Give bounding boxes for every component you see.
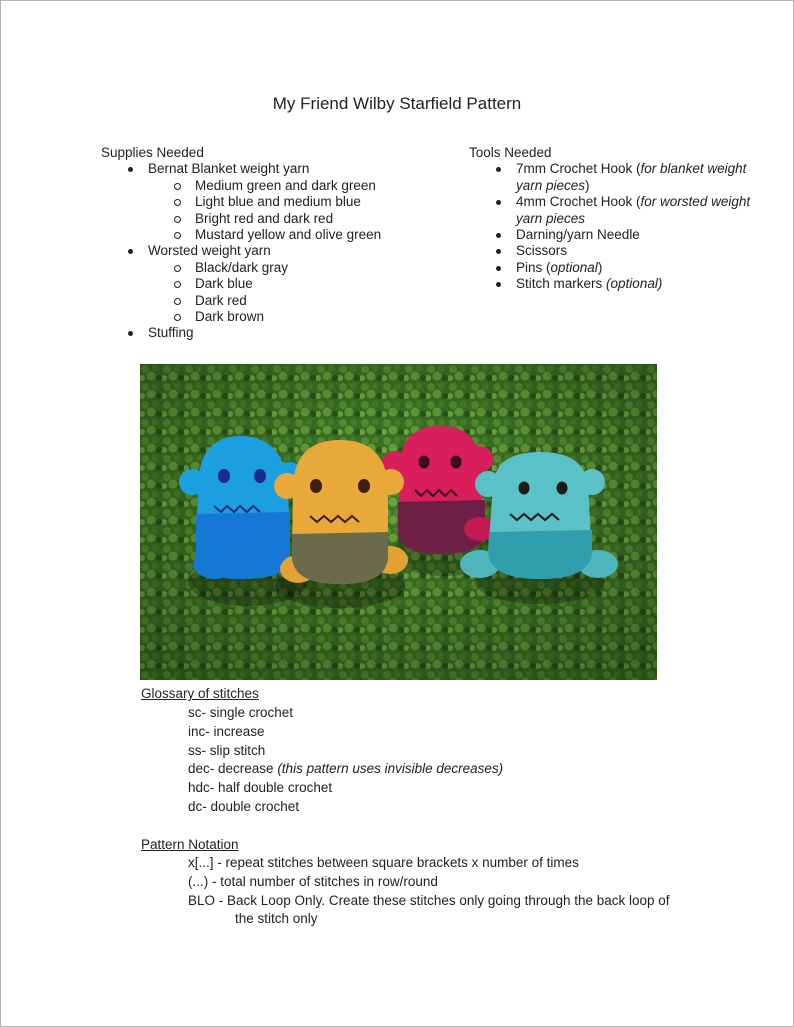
supply-subitem: Medium green and dark green bbox=[101, 178, 461, 194]
tool-paren: ( bbox=[632, 161, 641, 177]
tool-text: Stitch markers bbox=[516, 276, 603, 292]
glossary-item: ss- slip stitch bbox=[188, 742, 266, 758]
amigurumi-photo bbox=[140, 364, 657, 680]
notation-list bbox=[188, 854, 728, 929]
supplies-list bbox=[101, 161, 461, 341]
supply-subitem: Bright red and dark red bbox=[101, 211, 461, 227]
tool-paren: ( bbox=[542, 259, 551, 275]
tool-text: 4mm Crochet Hook bbox=[516, 194, 633, 210]
tools-section bbox=[469, 145, 769, 293]
supply-item bbox=[101, 325, 461, 341]
tool-item bbox=[469, 227, 769, 243]
supply-subitem: Mustard yellow and olive green bbox=[101, 227, 461, 243]
supply-label: Stuffing bbox=[148, 325, 194, 341]
glossary-heading: Glossary of stitches bbox=[141, 686, 259, 701]
tool-paren: ( bbox=[632, 194, 641, 210]
tool-text: Scissors bbox=[516, 243, 568, 259]
tool-item bbox=[469, 161, 769, 194]
tool-text: 7mm Crochet Hook bbox=[516, 161, 633, 177]
tool-note: (optional) bbox=[606, 276, 663, 292]
glossary-item bbox=[188, 760, 503, 779]
supply-subitem: Black/dark gray bbox=[101, 260, 461, 276]
supply-label: Worsted weight yarn bbox=[148, 243, 271, 259]
tool-item bbox=[469, 194, 769, 227]
amigurumi-illustration bbox=[140, 364, 657, 680]
glossary-item: inc- increase bbox=[188, 723, 265, 739]
notation-continuation: the stitch only bbox=[235, 911, 318, 927]
tool-item bbox=[469, 243, 769, 259]
supply-subitem: Dark red bbox=[101, 293, 461, 309]
glossary-item: hdc- half double crochet bbox=[188, 780, 333, 796]
supply-subitem: Light blue and medium blue bbox=[101, 194, 461, 210]
notation-item: BLO - Back Loop Only. Create these stitches only going through the back loop of bbox=[188, 892, 670, 908]
notation-item: (...) - total number of stitches in row/round bbox=[188, 873, 438, 889]
tool-item bbox=[469, 276, 769, 292]
tool-text: Pins bbox=[516, 259, 543, 275]
supply-subitem: Dark brown bbox=[101, 309, 461, 325]
glossary-item: sc- single crochet bbox=[188, 705, 294, 720]
supply-label: Bernat Blanket weight yarn bbox=[148, 161, 310, 177]
tool-note: for blanket weight yarn pieces bbox=[516, 161, 747, 193]
tool-paren: ) bbox=[597, 259, 603, 275]
tool-note: for worsted weight yarn pieces bbox=[516, 194, 751, 226]
tools-list bbox=[469, 161, 769, 292]
notation-item: x[...] - repeat stitches between square brackets x number of times bbox=[188, 855, 579, 870]
tool-item bbox=[469, 260, 769, 276]
tools-heading: Tools Needed bbox=[469, 145, 552, 160]
tool-paren: ) bbox=[585, 177, 590, 193]
document-title: My Friend Wilby Starfield Pattern bbox=[272, 94, 522, 113]
glossary-note: (this pattern uses invisible decreases) bbox=[277, 761, 504, 777]
supplies-heading: Supplies Needed bbox=[101, 145, 204, 160]
tool-note: optional bbox=[550, 259, 598, 275]
supplies-section bbox=[101, 145, 461, 342]
tool-text: Darning/yarn Needle bbox=[516, 227, 640, 243]
notation-heading: Pattern Notation bbox=[141, 837, 239, 852]
supply-item bbox=[101, 161, 461, 177]
glossary-list bbox=[188, 704, 503, 817]
glossary-text: dec- decrease bbox=[188, 761, 278, 777]
supply-item bbox=[101, 243, 461, 259]
glossary-item: dc- double crochet bbox=[188, 798, 300, 814]
supply-subitem: Dark blue bbox=[101, 276, 461, 292]
